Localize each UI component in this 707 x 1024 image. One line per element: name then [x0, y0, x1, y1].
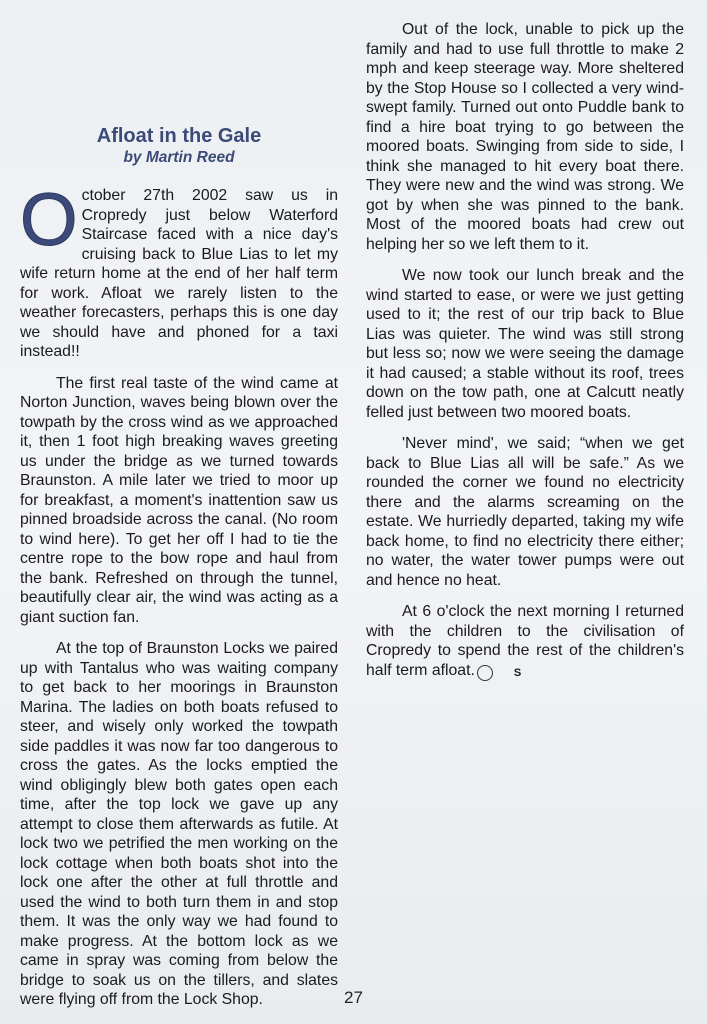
- page-number: 27: [344, 988, 363, 1007]
- paragraph-2: The first real taste of the wind came at Norton Junction, waves being blown over the towpath by the cross wind as we approached it, then 1 foot high breaking waves greeting us under the bridge as we turned towards Braunston. A mile later we tried to moor up for breakfast, a moment's inattention saw us pinned broadside across the canal. (No room to wind here). To get her off I had to tie the centre rope to the bow rope and haul from the bank. Refreshed on through the tunnel, beautifully clear air, the wind was acting as a giant suction fan.: [20, 374, 338, 626]
- paragraph-7-text: At 6 o'clock the next morning I returned with the children to the civilisation of Cropredy to spend the rest of the children's half term afloat.: [366, 603, 684, 679]
- paragraph-1-text: ctober 27th 2002 saw us in Cropredy just below Waterford Staircase faced with a nice day's cruising back to Blue Lias to let my wife return home at the end of her half term for work. Afloat we rarely listen to the weather forecasters, perhaps this is one day we should have and phoned for a taxi instead!!: [20, 187, 338, 360]
- right-column: [366, 20, 684, 693]
- article-byline: by Martin Reed: [123, 149, 235, 166]
- paragraph-6: 'Never mind', we said; “when we get back to Blue Lias all will be safe.” As we rounded the corner we found no electricity there and the alarms screaming on the estate. We hurriedly departed, taking my wife back home, to find no electricity there either; no water, the water tower pumps were out and hence no heat.: [366, 435, 684, 589]
- paragraph-7: [366, 602, 684, 681]
- left-column: [20, 124, 338, 1022]
- paragraph-5: We now took our lunch break and the wind started to ease, or were we just getting used to it; the rest of our trip back to Blue Lias was quieter. The wind was still strong but less so; now we were seeing the damage it had caused; a stable without its roof, trees down on the tow path, one at Calcutt neatly felled just between two moored boats.: [366, 267, 684, 421]
- drop-cap: O: [20, 178, 78, 261]
- article-title: Afloat in the Gale: [96, 125, 262, 147]
- end-of-article-icon: S: [477, 665, 493, 681]
- paragraph-1: [20, 178, 338, 362]
- paragraph-4: Out of the lock, unable to pick up the family and had to use full throttle to make 2 mph and keep steerage way. More sheltered by the Stop House so I collected a very wind-swept family. Turned out onto Puddle bank to find a hire boat trying to go between the moored boats. Swinging from side to side, I think she managed to hit every boat there. They were new and the wind was strong. We got by when she was pinned to the bank. Most of the moored boats had crew out helping her so we left them to it.: [366, 21, 684, 253]
- paragraph-3: At the top of Braunston Locks we paired up with Tantalus who was waiting company to get back to her moorings in Braunston Marina. The ladies on both boats refused to steer, and wisely only worked the towpath side paddles it was now far too dangerous to cross the gates. As the locks emptied the wind obligingly blew both gates open each time, after the top lock we gave up any attempt to close them afterwards as futile. At lock two we petrified the men working on the lock cottage when both boats shot into the lock one after the other at full throttle and used the wind to both turn them in and stop them. It was the only way we had found to make progress. At the bottom lock as we came in spray was coming from below the bridge to soak us on the tillers, and slates were flying off from the Lock Shop.: [20, 640, 338, 1008]
